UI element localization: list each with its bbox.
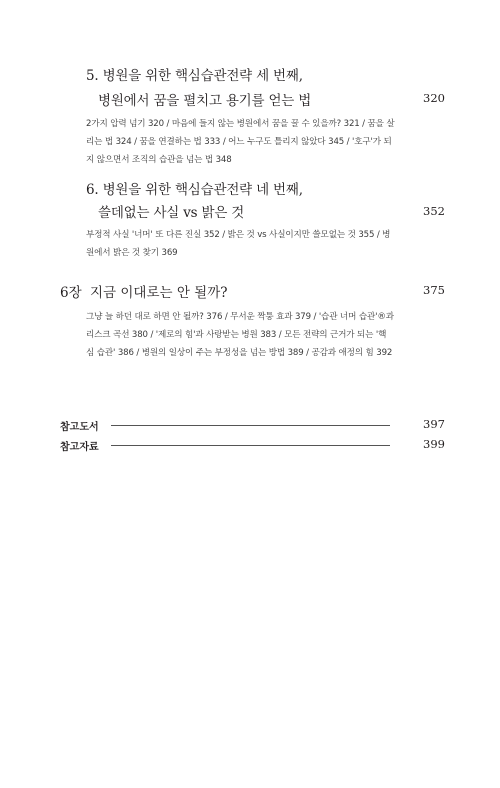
chapter-subtopics-line-1: 그냥 늘 하던 대로 하면 안 될까? 376 / 무서운 짝퉁 효과 379 / '습관 너머 습관'®과	[86, 312, 394, 322]
section-6-title-line-2: 쓸데없는 사실 vs 밝은 것	[98, 205, 245, 221]
reference-materials-page-number: 399	[423, 437, 445, 451]
section-6-subtopics-line-1: 부정적 사실 '너머' 또 다른 진실 352 / 밝은 것 vs 사실이지만 쓸모없는 것 355 / 병	[86, 230, 391, 240]
section-5-title-line-1: 5. 병원을 위한 핵심습관전략 세 번째,	[86, 68, 303, 84]
reference-books-label: 참고도서	[60, 422, 99, 433]
chapter-page-number: 375	[423, 283, 445, 297]
reference-books-page-number: 397	[423, 417, 445, 431]
chapter-subtopics-line-3: 심 습관' 386 / 병원의 일상이 주는 부정성을 넘는 방법 389 / 공감과 애정의 힘 392	[86, 348, 393, 358]
section-6-title-line-1: 6. 병원을 위한 핵심습관전략 네 번째,	[86, 182, 303, 198]
section-6-subtopics-line-2: 원에서 밝은 것 찾기 369	[86, 248, 178, 258]
chapter-title: 지금 이대로는 안 될까?	[90, 285, 228, 301]
chapter-number: 6장	[60, 285, 82, 301]
section-5-page-number: 320	[423, 91, 445, 105]
section-5-subtopics-line-2: 리는 법 324 / 꿈을 연결하는 법 333 / 어느 누구도 틀리지 않았다 345 / '호구'가 되	[86, 137, 392, 147]
section-5-subtopics-line-3: 지 않으면서 조직의 습관을 넘는 법 348	[86, 155, 232, 165]
reference-materials-label: 참고자료	[60, 442, 99, 453]
reference-materials-leader-rule	[111, 445, 390, 446]
chapter-subtopics-line-2: 리스크 곡선 380 / '제로의 힘'과 사랑받는 병원 383 / 모든 전략의 근거가 되는 '핵	[86, 330, 387, 340]
reference-books-leader-rule	[111, 425, 390, 426]
section-5-subtopics-line-1: 2가지 압력 넘기 320 / 마음에 들지 않는 병원에서 꿈을 꿀 수 있을까? 321 / 꿈을 살	[86, 119, 395, 129]
section-6-page-number: 352	[423, 204, 445, 218]
section-5-title-line-2: 병원에서 꿈을 펼치고 용기를 얻는 법	[98, 93, 312, 109]
